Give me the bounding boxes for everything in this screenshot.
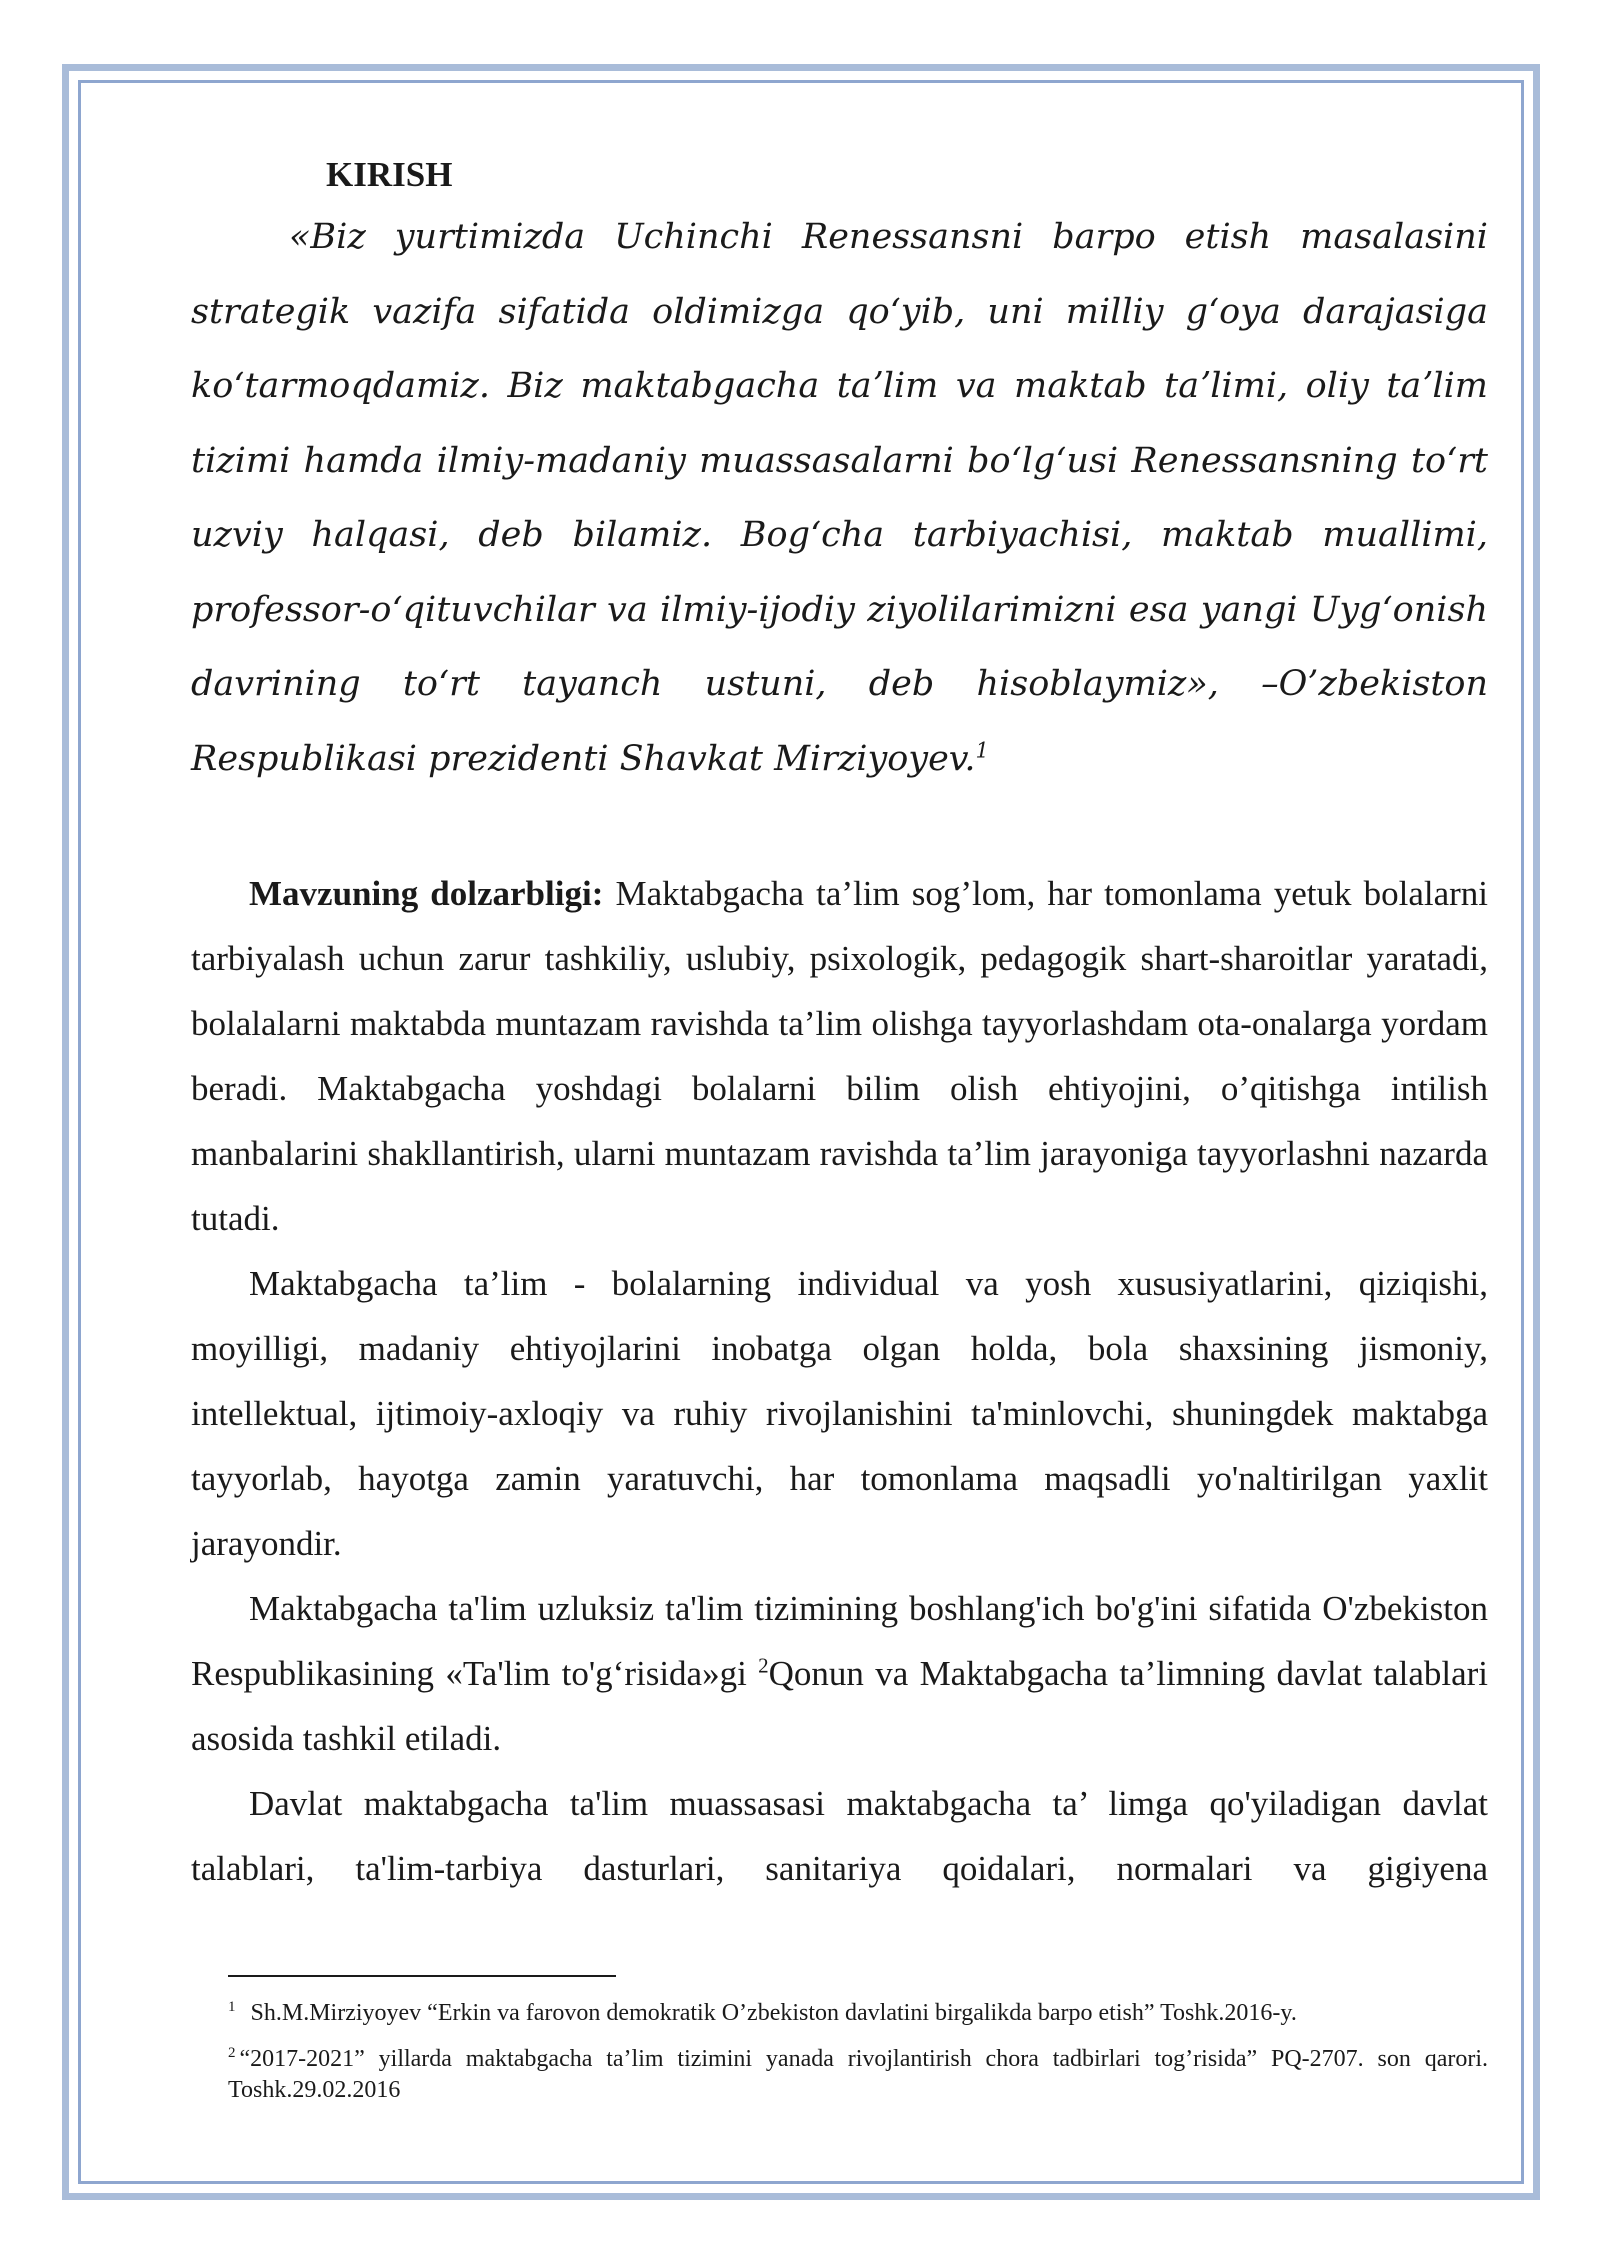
- epigraph-quote: [191, 200, 1488, 796]
- footnotes: [228, 1998, 1488, 2121]
- footnote-2: [228, 2044, 1488, 2106]
- footnote-text: “2017-2021” yillarda maktabgacha ta’lim tizimini yanada rivojlantirish chora tadbirlari tog’risida” PQ-2707. son qarori. Toshk.29.02.2016: [228, 2046, 1488, 2103]
- paragraph-text: Qonun va Maktabgacha ta’limning davlat talablari asosida tashkil etiladi.: [191, 1654, 1489, 1758]
- paragraph-institution: [191, 1771, 1488, 1901]
- footnote-separator: [228, 1975, 616, 1977]
- paragraph-text: Maktabgacha ta’lim sog’lom, har tomonlama yetuk bolalarni tarbiyalash uchun zarur tashkiliy, uslubiy, psixologik, pedagogik shart-sharoitlar yaratadi, bolalalarni maktabda muntazam ravishda ta’lim olishga tayyorlashdam ota-onalarga yordam beradi. Maktabgacha yoshdagi bolalarni bilim olish ehtiyojini, o’qitishga intilish manbalarini shakllantirish, ularni muntazam ravishda ta’lim jarayoniga tayyorlashni nazarda tutadi.: [191, 874, 1489, 1238]
- paragraph-legal-basis: [191, 1576, 1488, 1771]
- footnote-ref-1: 1: [975, 737, 989, 762]
- footnote-text: Sh.M.Mirziyoyev “Erkin va farovon demokratik O’zbekiston davlatini birgalikda barpo etish” Toshk.2016-y.: [250, 2000, 1297, 2026]
- paragraph-definition: [191, 1251, 1488, 1576]
- paragraph-relevance: [191, 861, 1488, 1251]
- footnote-ref-2: 2: [758, 1653, 769, 1678]
- paragraph-text: Maktabgacha ta’lim - bolalarning individual va yosh xususiyatlarini, qiziqishi, moyilligi, madaniy ehtiyojlarini inobatga olgan holda, bola shaxsining jismoniy, intellektual, ijtimoiy-axloqiy va ruhiy rivojlanishini ta'minlovchi, shuningdek maktabga tayyorlab, hayotga zamin yaratuvchi, har tomonlama maqsadli yo'naltirilgan yaxlit jarayondir.: [191, 1264, 1488, 1563]
- epigraph-text: «Biz yurtimizda Uchinchi Renessansni barpo etish masalasini strategik vazifa sifatida oldimizga qoʻyib, uni milliy gʻoya darajasiga koʻtarmoqdamiz. Biz maktabgacha taʼlim va maktab taʼlimi, oliy taʼlim tizimi hamda ilmiy-madaniy muassasalarni boʻlgʻusi Renessansning toʻrt uzviy halqasi, deb bilamiz. Bogʻcha tarbiyachisi, maktab muallimi, professor-oʻqituvchilar va ilmiy-ijodiy ziyolilarimizni esa yangi Uygʻonish davrining toʻrt tayanch ustuni, deb hisoblaymiz», –O’zbekiston Respublikasi prezidenti Shavkat Mirziyoyev.: [191, 217, 1488, 779]
- footnote-1: [228, 1998, 1488, 2029]
- footnote-mark: 2: [228, 2045, 236, 2061]
- paragraph-text: Davlat maktabgacha ta'lim muassasasi maktabgacha ta’ limga qo'yiladigan davlat talablari, ta'lim-tarbiya dasturlari, sanitariya qoidalari, normalari va gigiyena: [191, 1784, 1488, 1888]
- paragraph-lead: Mavzuning dolzarbligi:: [249, 874, 604, 913]
- page-content: [191, 150, 1488, 1901]
- section-heading: KIRISH: [326, 155, 453, 194]
- paragraph-text: Maktabgacha ta'lim uzluksiz ta'lim tizimining boshlang'ich bo'g'ini sifatida O'zbekiston Respublikasining «Ta'lim to'g‘risida»gi: [191, 1589, 1488, 1693]
- footnote-mark: 1: [228, 1999, 236, 2015]
- spacer: [191, 796, 1488, 861]
